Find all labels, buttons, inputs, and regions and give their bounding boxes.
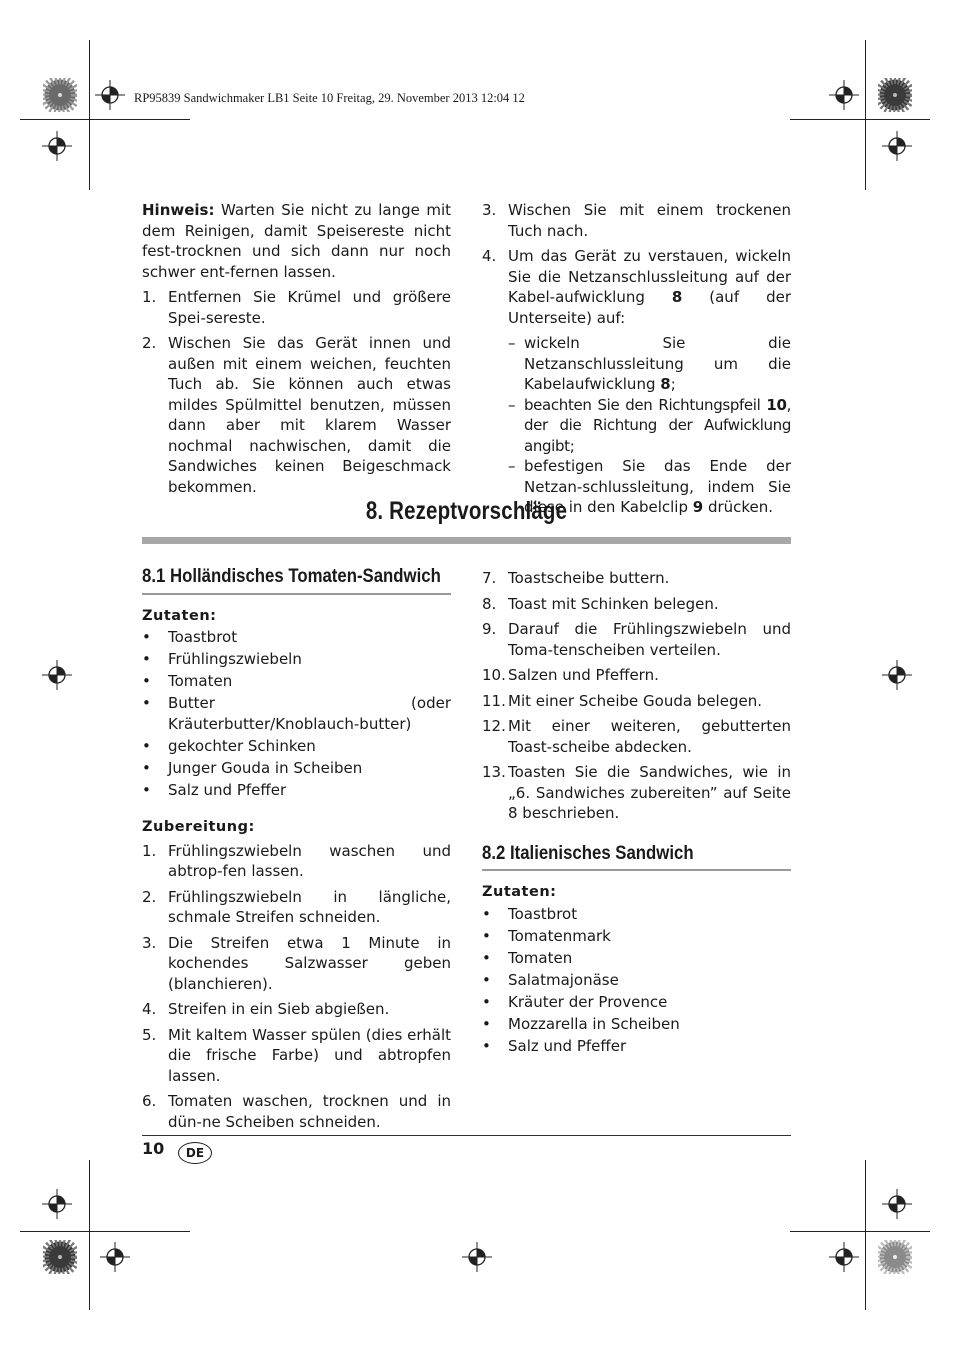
note-label: Hinweis: <box>142 201 215 219</box>
list-item: • Salz und Pfeffer <box>482 1036 627 1055</box>
registration-mark-icon <box>829 80 859 110</box>
note-text: Warten Sie nicht zu lange mit dem Reinigen, damit Speisereste nicht fest-trocknen und sich dann nur noch schwer ent-fernen lassen. <box>142 201 451 281</box>
list-item: 9. Darauf die Frühlingszwiebeln und Toma-tenscheiben verteilen. <box>482 620 791 659</box>
section-82-rule <box>482 869 791 871</box>
storage-substeps-list <box>508 333 791 518</box>
list-item: 12. Mit einer weiteren, gebutterten Toast-scheibe abdecken. <box>482 717 791 756</box>
registration-mark-icon <box>42 660 72 690</box>
cleaning-left-column <box>142 200 451 497</box>
list-item: • gekochter Schinken <box>142 736 316 755</box>
list-item: 4. Um das Gerät zu verstauen, wickeln Sie die Netzanschlussleitung auf der Kabel-aufwicklung 8 (auf der Unterseite) auf: <box>482 247 791 327</box>
ingredients-label: Zutaten: <box>482 884 557 900</box>
color-registration-icon <box>878 78 912 112</box>
registration-mark-icon <box>95 80 125 110</box>
ingredients-list <box>482 904 791 1057</box>
language-badge: DE <box>178 1142 212 1164</box>
section-82-title: 8.2 Italienisches Sandwich <box>482 841 694 864</box>
list-item: • Toastbrot <box>142 628 238 646</box>
ingredients-list <box>142 627 451 800</box>
chapter-title-bar <box>142 537 791 544</box>
registration-mark-icon <box>829 1242 859 1272</box>
registration-mark-icon <box>882 1189 912 1219</box>
cleaning-steps-list <box>142 287 451 497</box>
preparation-steps-list-continued <box>482 568 791 824</box>
ingredients-label: Zutaten: <box>142 607 217 624</box>
preparation-label: Zubereitung: <box>142 819 255 835</box>
list-item: • Kräuter der Provence <box>482 992 668 1011</box>
list-item: • Junger Gouda in Scheiben <box>142 758 363 777</box>
list-item: – befestigen Sie das Ende der Netzan-schlussleitung, indem Sie diese in den Kabelclip 9 drücken. <box>508 457 791 516</box>
color-registration-icon <box>43 1240 77 1274</box>
list-item: • Mozzarella in Scheiben <box>482 1014 680 1033</box>
registration-mark-icon <box>42 1189 72 1219</box>
section-81-rule <box>142 593 451 595</box>
preparation-steps-list <box>142 841 451 1133</box>
section-81-title: 8.1 Holländisches Tomaten-Sandwich <box>142 565 441 587</box>
registration-mark-icon <box>100 1242 130 1272</box>
note-paragraph <box>142 200 451 282</box>
cleaning-right-column <box>482 200 791 518</box>
list-item: • Salz und Pfeffer <box>142 780 287 799</box>
list-item: 3. Die Streifen etwa 1 Minute in kochendes Salzwasser geben (blanchieren). <box>142 933 451 993</box>
list-item: 7. Toastscheibe buttern. <box>482 569 670 587</box>
list-item: 8. Toast mit Schinken belegen. <box>482 594 719 613</box>
list-item: • Tomaten <box>142 672 233 690</box>
list-item: 6. Tomaten waschen, trocknen und in dün-ne Scheiben schneiden. <box>142 1092 451 1131</box>
list-item: • Tomatenmark <box>482 926 611 945</box>
list-item: 3. Wischen Sie mit einem trockenen Tuch nach. <box>482 201 791 240</box>
list-item: 1. Entfernen Sie Krümel und größere Spei-sereste. <box>142 288 451 327</box>
cleaning-steps-list-continued <box>482 200 791 328</box>
color-registration-icon <box>43 78 77 112</box>
list-item: 11. Mit einer Scheibe Gouda belegen. <box>482 691 762 710</box>
list-item: 5. Mit kaltem Wasser spülen (dies erhält die frische Farbe) und abtropfen lassen. <box>142 1025 451 1085</box>
recipe-81-left-column <box>142 566 451 1132</box>
list-item: 10. Salzen und Pfeffern. <box>482 666 659 684</box>
list-item: – wickeln Sie die Netzanschlussleitung um die Kabelaufwicklung 8; <box>508 334 791 393</box>
registration-mark-icon <box>882 660 912 690</box>
list-item: • Butter (oder Kräuterbutter/Knoblauch-butter) <box>142 694 451 733</box>
list-item: 4. Streifen in ein Sieb abgießen. <box>142 1000 390 1018</box>
registration-mark-icon <box>462 1242 492 1272</box>
list-item: 2. Wischen Sie das Gerät innen und außen mit einem weichen, feuchten Tuch ab. Sie können auch etwas mildes Spülmittel benutzen, müssen dann aber mit klarem Wasser nochmal nachwischen, damit die Sandwiches keinen Beigeschmack bekommen. <box>142 334 451 496</box>
recipe-81-right-column <box>482 568 791 1058</box>
list-item: 1. Frühlingszwiebeln waschen und abtrop-fen lassen. <box>142 841 451 880</box>
chapter-title: 8. Rezeptvorschläge <box>365 497 568 525</box>
list-item: • Toastbrot <box>482 904 578 923</box>
color-registration-icon <box>878 1240 912 1274</box>
print-slug: RP95839 Sandwichmaker LB1 Seite 10 Freitag, 29. November 2013 12:04 12 <box>134 91 525 105</box>
list-item: • Tomaten <box>482 948 573 967</box>
list-item: 13. Toasten Sie die Sandwiches, wie in „6. Sandwiches zubereiten” auf Seite 8 beschrieben. <box>482 763 791 822</box>
registration-mark-icon <box>42 131 72 161</box>
list-item: • Salatmajonäse <box>482 970 619 989</box>
list-item: 2. Frühlingszwiebeln in längliche, schmale Streifen schneiden. <box>142 887 451 926</box>
page-number: 10 <box>142 1139 165 1158</box>
list-item: • Frühlingszwiebeln <box>142 650 302 668</box>
registration-mark-icon <box>882 131 912 161</box>
footer-rule <box>142 1135 791 1136</box>
list-item: – beachten Sie den Richtungspfeil 10, der die Richtung der Aufwicklung angibt; <box>508 395 791 455</box>
